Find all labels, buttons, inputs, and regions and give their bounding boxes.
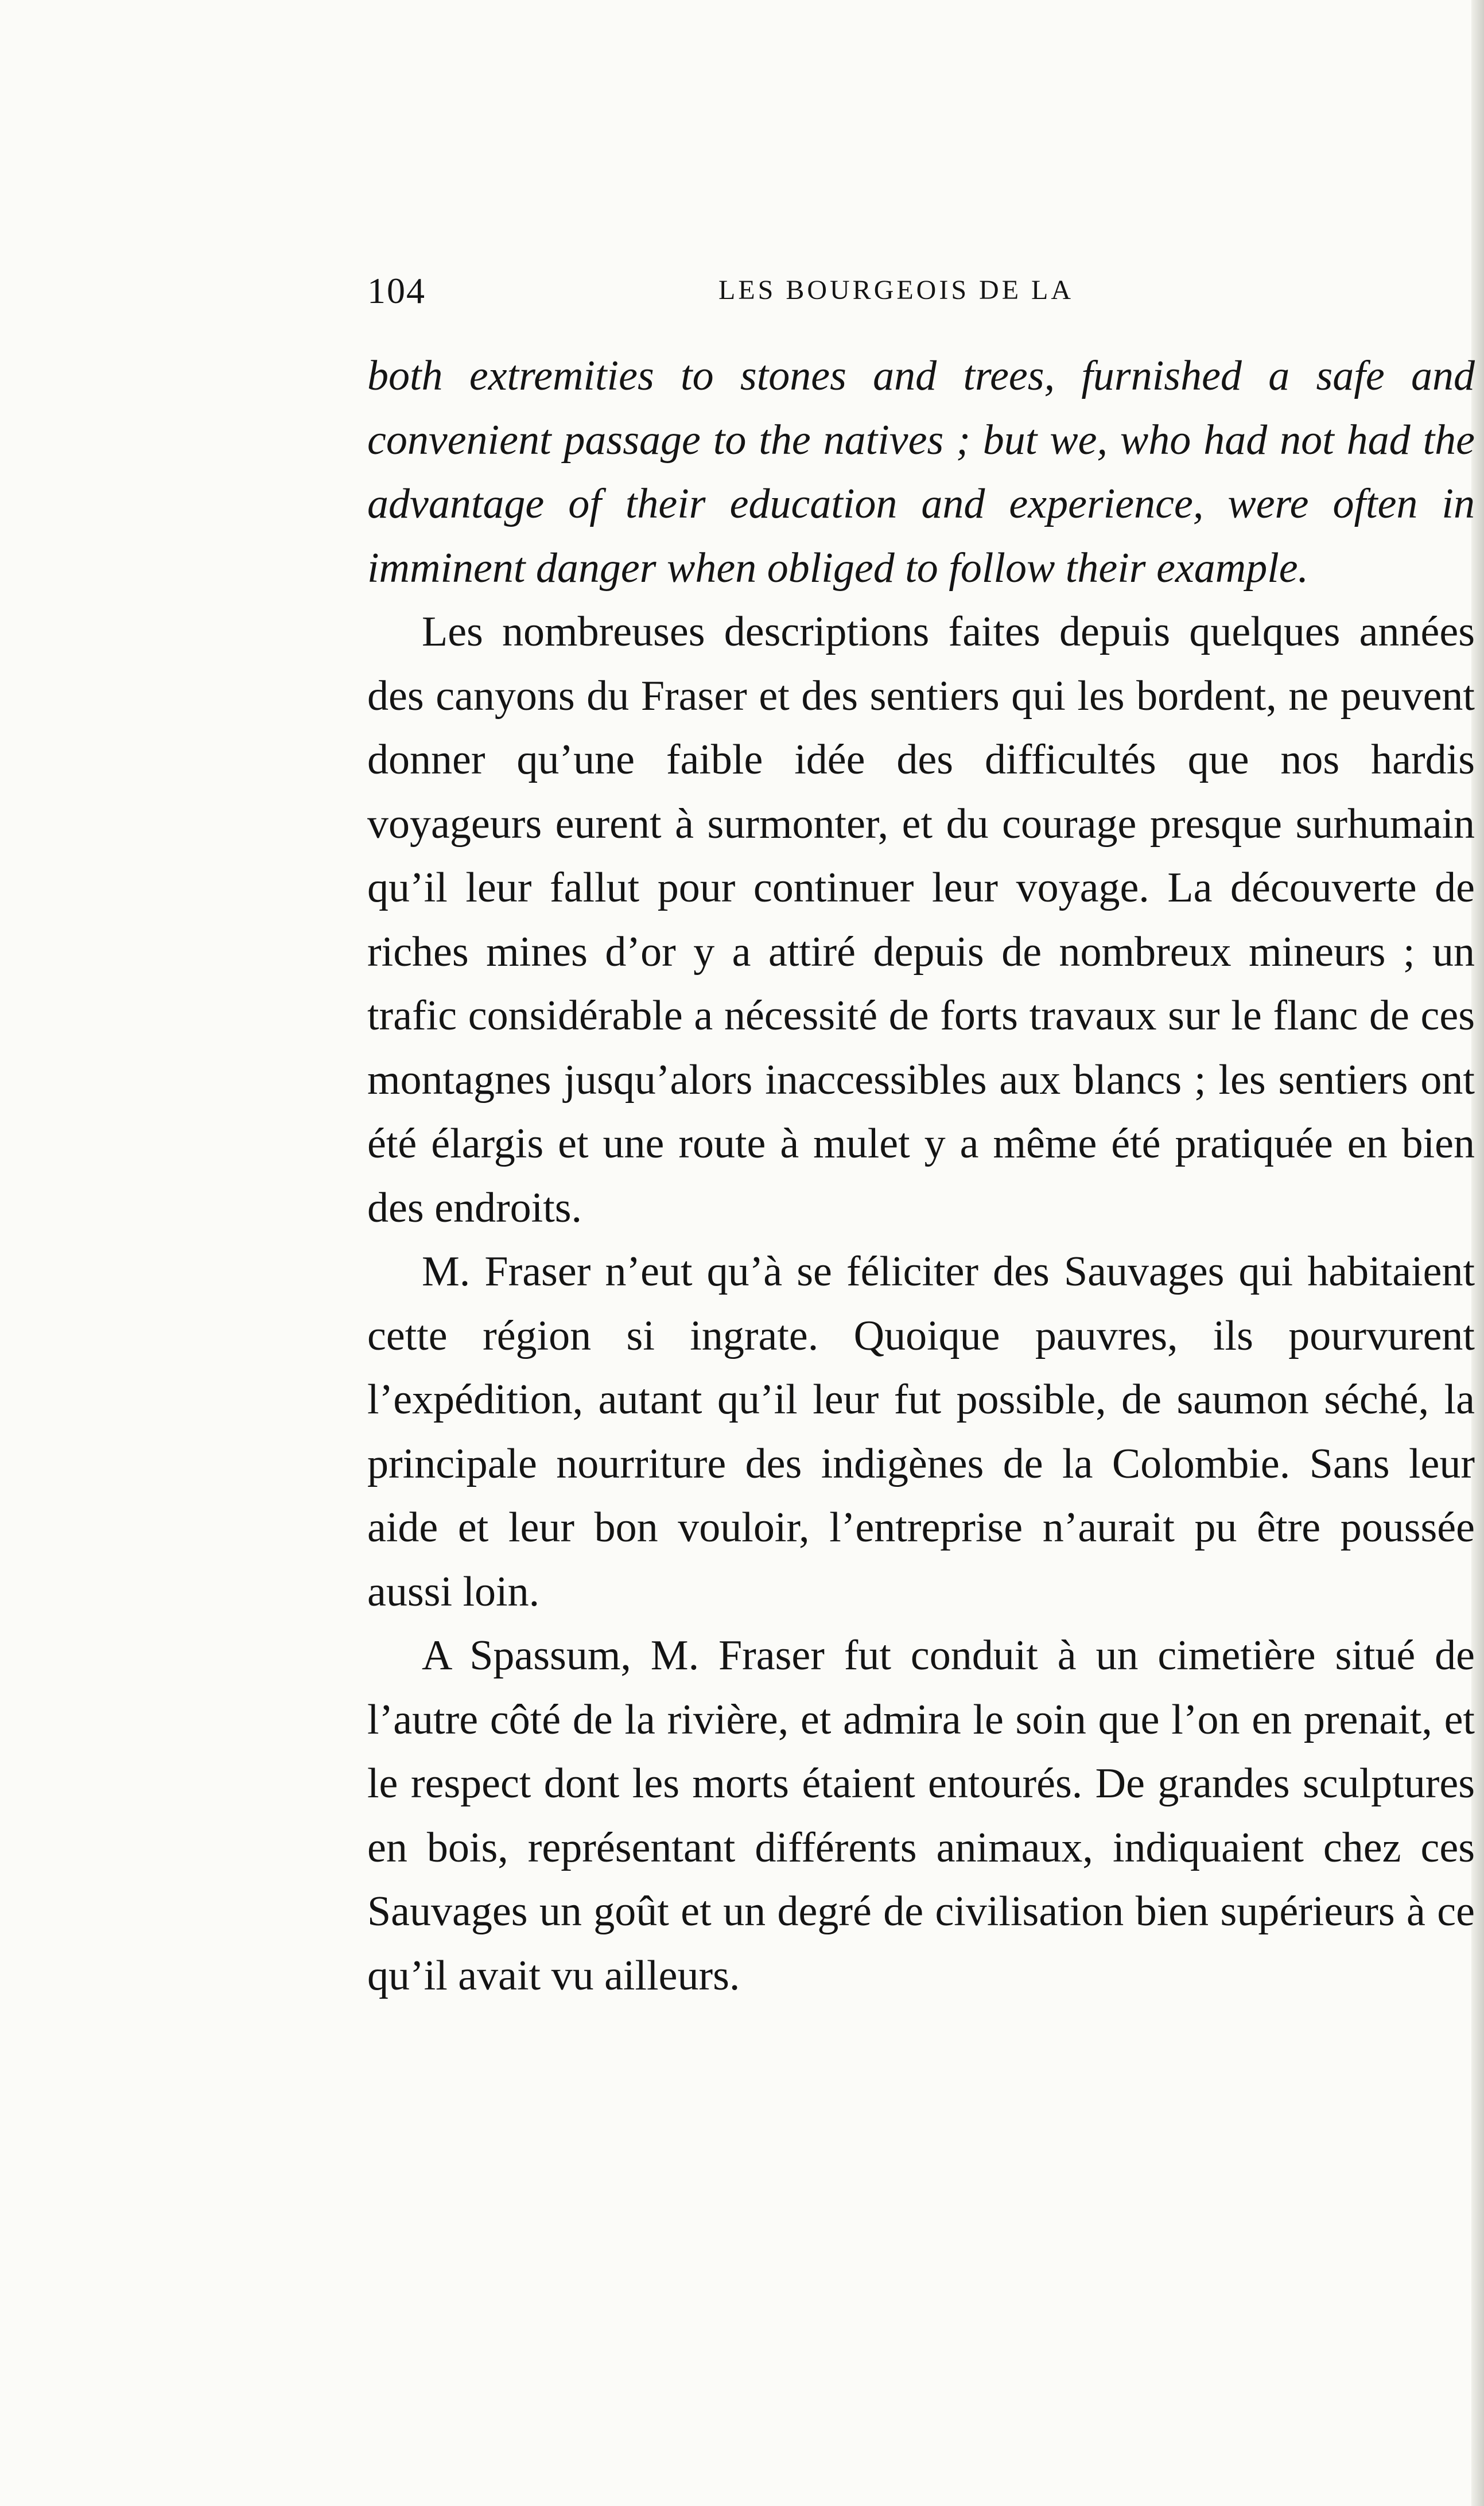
paragraph-sauvages: M. Fraser n’eut qu’à se féliciter des Sauvages qui habitaient cette région si ingrate. Quoique pauvres, ils pourvurent l’expédition, autant qu’il leur fut possible, de saumon séché, la principale nourriture des indigènes de la Colombie. Sans leur aide et leur bon vouloir, l’entreprise n’aurait pu être poussée aussi loin. [367,1248,1475,1615]
quoted-passage: both extremities to stones and trees, furnished a safe and convenient passage to the natives ; but we, who had not had the advantage of their education and experience, were often in imminent danger when obliged to follow their example. [367,352,1475,592]
page-body [367,344,1475,2008]
page-number: 104 [367,270,426,311]
running-head: LES BOURGEOIS DE LA [718,275,1074,305]
page-header [367,270,1458,321]
paragraph-spassum: A Spassum, M. Fraser fut conduit à un cimetière situé de l’autre côté de la rivière, et admira le soin que l’on en prenait, et le respect dont les morts étaient entourés. De grandes sculptures en bois, représentant différents animaux, indiquaient chez ces Sauvages un goût et un degré de civilisation bien supérieurs à ce qu’il avait vu ailleurs. [367,1632,1475,1999]
paragraph-canyons: Les nombreuses descriptions faites depuis quelques années des canyons du Fraser et des sentiers qui les bordent, ne peuvent donner qu’une faible idée des difficultés que nos hardis voyageurs eurent à surmonter, et du courage presque surhumain qu’il leur fallut pour continuer leur voyage. La découverte de riches mines d’or y a attiré depuis de nombreux mineurs ; un trafic considérable a nécessité de forts travaux sur le flanc de ces montagnes jusqu’alors inaccessibles aux blancs ; les sentiers ont été élargis et une route à mulet y a même été pratiquée en bien des endroits. [367,608,1475,1231]
